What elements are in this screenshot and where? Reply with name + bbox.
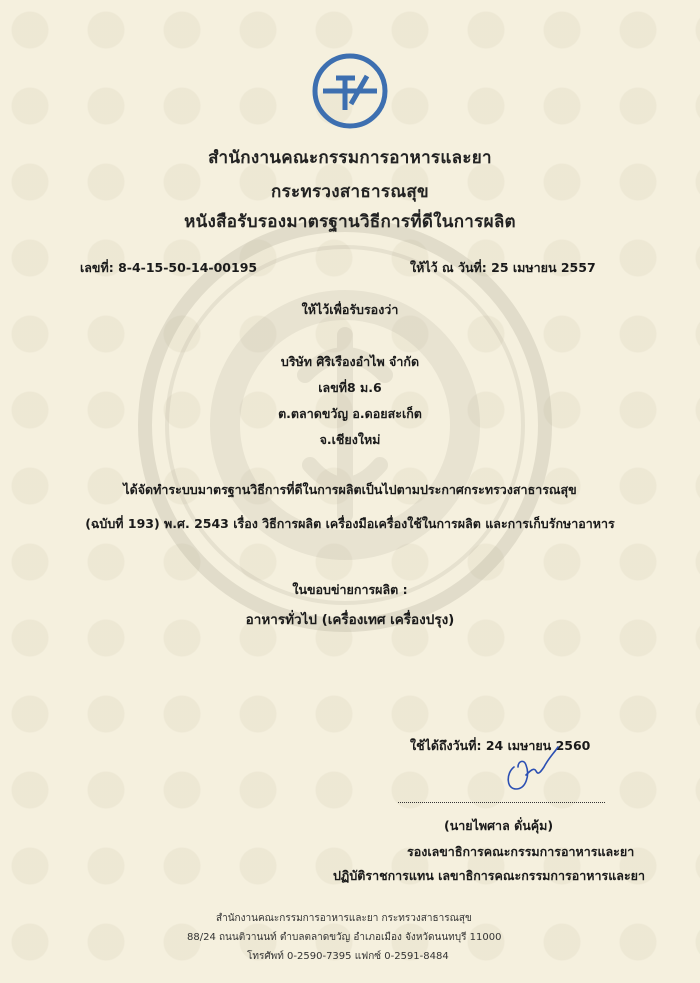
issue-date (410, 258, 596, 278)
footer-contact: โทรศัพท์ 0-2590-7395 แฟกซ์ 0-2591-8484 (247, 951, 449, 962)
ministry-name: กระทรวงสาธารณสุข (271, 182, 429, 202)
agency-name: สำนักงานคณะกรรมการอาหารและยา (208, 148, 492, 168)
signatory-position2: ปฏิบัติราชการแทน เลขาธิการคณะกรรมการอาหารและยา (333, 868, 645, 883)
issue-value: 25 เมษายน 2557 (491, 260, 596, 275)
scope-value: อาหารทั่วไป (เครื่องเทศ เครื่องปรุง) (245, 612, 455, 628)
number-value: 8-4-15-50-14-00195 (118, 260, 258, 275)
certify-text: ให้ไว้เพื่อรับรองว่า (301, 302, 399, 317)
certificate-number (80, 258, 257, 278)
footer-address: 88/24 ถนนติวานนท์ ตำบลตลาดขวัญ อำเภอเมือง จังหวัดนนทบุรี 11000 (187, 932, 502, 943)
number-label: เลขที่: (80, 260, 114, 275)
handwritten-signature-icon (500, 745, 560, 795)
signatory-name: (นายไพศาล ดั่นคุ้ม) (444, 818, 554, 833)
ministry-seal-watermark-icon (135, 215, 555, 635)
company-name: บริษัท ศิริเรืองอำไพ จำกัด (280, 354, 420, 369)
signatory-position1: รองเลขาธิการคณะกรรมการอาหารและยา (407, 844, 635, 859)
statement-line1: ได้จัดทำระบบมาตรฐานวิธีการที่ดีในการผลิตเป็นไปตามประกาศกระทรวงสาธารณสุข (123, 482, 577, 497)
company-address-line3: จ.เชียงใหม่ (319, 432, 381, 447)
statement-line2: (ฉบับที่ 193) พ.ศ. 2543 เรื่อง วิธีการผลิต เครื่องมือเครื่องใช้ในการผลิต และการเก็บรักษาอาหาร (85, 516, 615, 531)
validity-value: 24 เมษายน 2560 (485, 738, 591, 753)
issue-label: ให้ไว้ ณ วันที่: (410, 260, 487, 275)
scope-label: ในขอบข่ายการผลิต : (292, 582, 408, 597)
signature-line (398, 802, 605, 803)
document-title: หนังสือรับรองมาตรฐานวิธีการที่ดีในการผลิต (184, 212, 516, 232)
validity-label: ใช้ได้ถึงวันที่: (410, 738, 482, 753)
agency-emblem-icon (311, 52, 389, 130)
footer-agency: สำนักงานคณะกรรมการอาหารและยา กระทรวงสาธารณสุข (216, 913, 472, 924)
company-address-line2: ต.ตลาดขวัญ อ.ดอยสะเก็ต (278, 406, 422, 421)
company-address-line1: เลขที่8 ม.6 (318, 380, 382, 395)
